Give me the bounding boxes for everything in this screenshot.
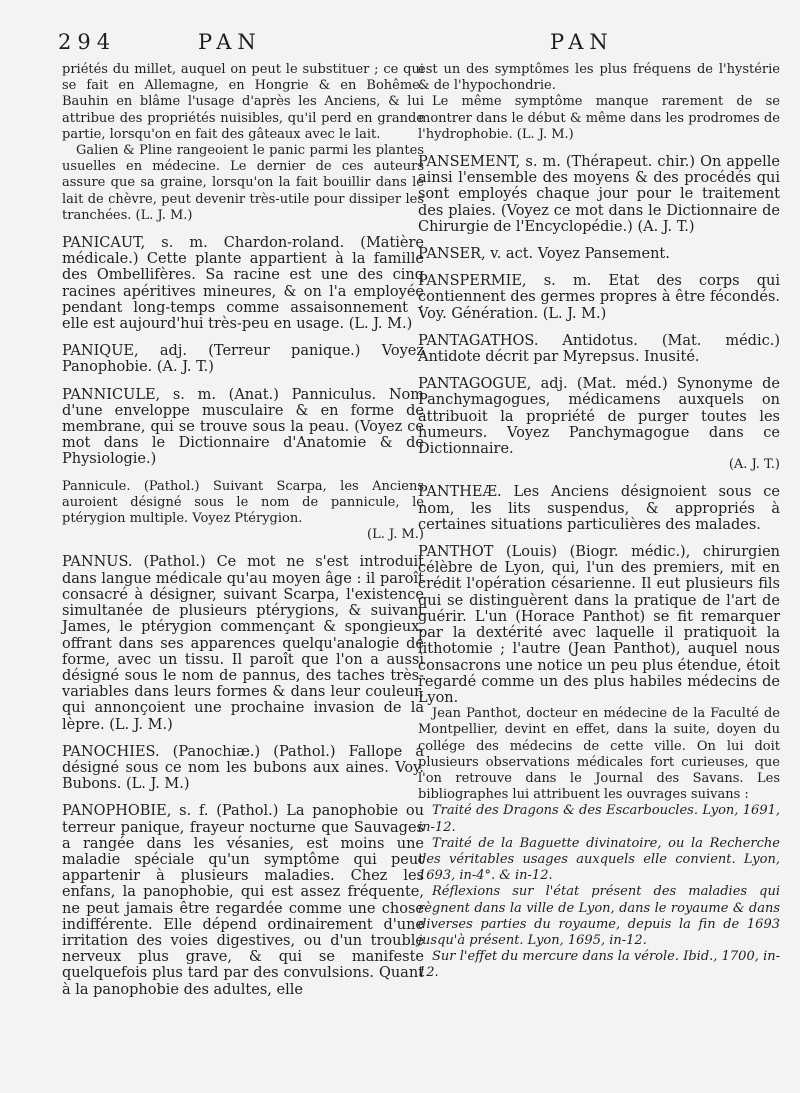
paragraph: Le même symptôme manque rarement de se montrer dans le début & même dans les prodromes de l'hydrophobie. (L. J. M.): [418, 94, 780, 142]
running-head-right: PAN: [550, 30, 614, 54]
paragraph: Jean Panthot, docteur en médecine de la Faculté de Montpellier, devint en effet, dans la suite, doyen du collége des médecins de cette ville. On lui doit plusieurs observations médicales fort curieuses, que l'on retrouve dans le Journal des Savans. Les bibliographes lui attribuent les ouvrages suivans :: [418, 706, 780, 803]
entry-panthea: PANTHEÆ. Les Anciens désignoient sous ce nom, les lits suspendus, & appropriés à certaines situations particulières des malades.: [418, 484, 780, 533]
entry-pannicule-pathol: Pannicule. (Pathol.) Suivant Scarpa, les Anciens auroient désigné sous le nom de pannicule, le ptérygion multiple. Voyez Ptérygion.: [62, 478, 424, 527]
entry-panophobie: PANOPHOBIE, s. f. (Pathol.) La panophobie ou terreur panique, frayeur nocturne que Sauvages a rangée dans les vésanies, est moins une maladie spéciale qu'un symptôme qui peut appartenir à plusieurs maladies. Chez les enfans, la panophobie, qui est assez fréquente, ne peut jamais être regardée comme une chose indifférente. Elle dépend ordinairement d'une irritation des voies digestives, ou d'un trouble nerveux plus grave, & qui se manifeste quelquefois plus tard par des convulsions. Quant à la panophobie des adultes, elle: [62, 803, 424, 998]
right-column: [418, 62, 780, 982]
entry-panique: PANIQUE, adj. (Terreur panique.) Voyez Panophobie. (A. J. T.): [62, 343, 424, 376]
entry-panicaut: PANICAUT, s. m. Chardon-roland. (Matière médicale.) Cette plante appartient à la famille des Ombellifères. Sa racine est une des cinq racines apéritives mineures, & on l'a employée pendant long-temps comme assaisonnement : elle est aujourd'hui très-peu en usage. (L. J. M.): [62, 235, 424, 333]
entry-pantagogue: PANTAGOGUE, adj. (Mat. méd.) Synonyme de Panchymagogues, médicamens auxquels on attribuoit la propriété de purger toutes les humeurs. Voyez Panchymagogue dans ce Dictionnaire.: [418, 376, 780, 458]
entry-pannicule: PANNICULE, s. m. (Anat.) Panniculus. Nom d'une enveloppe musculaire & en forme de membrane, qui se trouve sous la peau. (Voyez ce mot dans le Dictionnaire d'Anatomie & de Physiologie.): [62, 386, 424, 468]
entry-panser: PANSER, v. act. Voyez Pansement.: [418, 246, 670, 263]
entry-pantagathos: PANTAGATHOS. Antidotus. (Mat. médic.) Antidote décrit par Myrepsus. Inusité.: [418, 332, 780, 366]
bibliography-item: Traité de la Baguette divinatoire, ou la Recherche des véritables usages auxquels elle convient. Lyon, 1693, in-4°. & in-12.: [418, 835, 780, 884]
bibliography-item: Sur l'effet du mercure dans la vérole. Ibid., 1700, in-12.: [418, 949, 780, 981]
page-number: 294: [58, 30, 117, 54]
entry-panspermie: PANSPERMIE, s. m. Etat des corps qui contiennent des germes propres à être fécondés. Voy. Génération. (L. J. M.): [418, 273, 780, 322]
paragraph: Galien & Pline rangeoient le panic parmi les plantes usuelles en médecine. Le dernier de ces auteurs assure que sa graine, lorsqu'on la fait bouillir dans le lait de chèvre, peut devenir très-utile pour dissiper les tranchées. (L. J. M.): [62, 143, 424, 223]
running-head-left: PAN: [198, 30, 262, 54]
left-column: [62, 62, 424, 998]
paragraph: priétés du millet, auquel on peut le substituer ; ce qui se fait en Allemagne, en Hongrie & en Bohême. Bauhin en blâme l'usage d'après les Anciens, & lui attribue des propriétés nuisibles, qu'il perd en grande partie, lorsqu'on en fait des gâteaux avec le lait.: [62, 62, 424, 142]
entry-panthot: PANTHOT (Louis) (Biogr. médic.), chirurgien célèbre de Lyon, qui, l'un des premiers, mit en crédit l'opération césarienne. Il eut plusieurs fils qui se distinguèrent dans la pratique de l'art de guérir. L'un (Horace Panthot) se fit remarquer par la dextérité avec laquelle il pratiquoit la lithotomie ; l'autre (Jean Panthot), auquel nous consacrons une notice un peu plus étendue, étoit regardé comme un des plus habiles médecins de Lyon.: [418, 544, 780, 706]
entry-pannus: PANNUS. (Pathol.) Ce mot ne s'est introduit dans langue médicale qu'au moyen âge : il paroît consacré à désigner, suivant Scarpa, l'existence simultanée de plusieurs ptérygions, & suivant James, le ptérygion commençant & spongieux, offrant dans ses apparences quelqu'analogie de forme, avec un tissu. Il paroît que l'on a aussi désigné sous le nom de pannus, des taches très-variables dans leurs formes & dans leur couleur, qui annonçoient une prochaine invasion de la lèpre. (L. J. M.): [62, 554, 424, 733]
bibliography-item: Réflexions sur l'état présent des maladies qui règnent dans la ville de Lyon, dans le royaume & dans diverses parties du royaume, depuis la fin de 1693 jusqu'à présent. Lyon, 1695, in-12.: [418, 884, 780, 948]
entry-pansement: PANSEMENT, s. m. (Thérapeut. chir.) On appelle ainsi l'ensemble des moyens & des procédés qui sont employés chaque jour pour le traitement des plaies. (Voyez ce mot dans le Dictionnaire de Chirurgie de l'Encyclopédie.) (A. J. T.): [418, 154, 780, 235]
entry-signature: (A. J. T.): [728, 457, 780, 473]
paragraph: est un des symptômes les plus fréquens de l'hystérie & de l'hypochondrie.: [418, 62, 780, 94]
entry-signature: (L. J. M.): [367, 527, 424, 543]
bibliography-item: Traité des Dragons & des Escarboucles. Lyon, 1691, in-12.: [418, 803, 780, 835]
entry-panochies: PANOCHIES. (Panochiæ.) (Pathol.) Fallope a désigné sous ce nom les bubons aux aines. Voy. Bubons. (L. J. M.): [62, 743, 424, 793]
